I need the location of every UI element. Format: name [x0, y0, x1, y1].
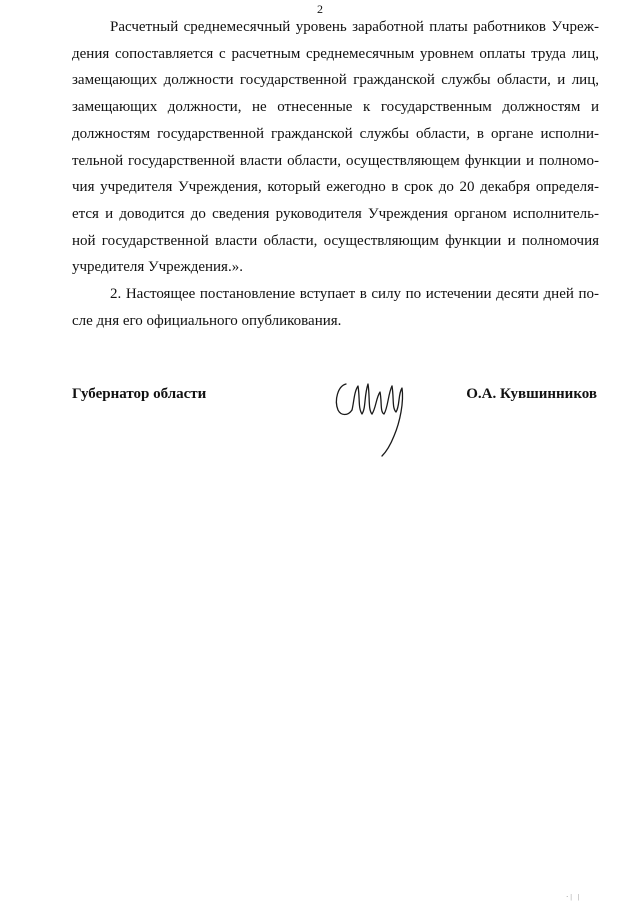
- paragraph-1-line-9: ной государственной власти области, осуществляющим функции и полномочия: [72, 232, 599, 249]
- paragraph-1-line-8: ется и доводится до сведения руководителя Учреждения органом исполнитель-: [72, 205, 599, 222]
- paragraph-1-line-1: Расчетный среднемесячный уровень заработной платы работников Учреж-: [110, 19, 599, 35]
- footer-marks: ·| |: [566, 893, 581, 901]
- paragraph-2-line-1: 2. Настоящее постановление вступает в силу по истечении десяти дней по-: [110, 286, 599, 303]
- handwritten-signature: [332, 372, 422, 460]
- paragraph-2: [72, 281, 599, 334]
- paragraph-1-line-2: дения сопоставляется с расчетным среднемесячным уровнем оплаты труда лиц,: [72, 45, 599, 62]
- paragraph-2-line-2: сле дня его официального опубликования.: [72, 312, 342, 329]
- paragraph-1-line-10: учредителя Учреждения.».: [72, 259, 243, 276]
- signatory-name: О.А. Кувшинников: [466, 386, 597, 402]
- paragraph-1-line-7: чия учредителя Учреждения, который ежегодно в срок до 20 декабря определя-: [72, 179, 599, 196]
- paragraph-1-line-3: замещающих должности государственной гражданской службы области, и лиц,: [72, 72, 599, 89]
- document-body: [72, 14, 599, 334]
- paragraph-1-line-6: тельной государственной власти области, осуществляющем функции и полномо-: [72, 152, 599, 169]
- signatory-title: Губернатор области: [72, 386, 207, 402]
- paragraph-1-line-5: должностям государственной гражданской службы области, в органе исполни-: [72, 125, 599, 142]
- paragraph-1: [72, 14, 599, 281]
- page-number: 2: [317, 2, 323, 16]
- paragraph-1-line-4: замещающих должности, не отнесенные к государственным должностям и: [72, 99, 599, 116]
